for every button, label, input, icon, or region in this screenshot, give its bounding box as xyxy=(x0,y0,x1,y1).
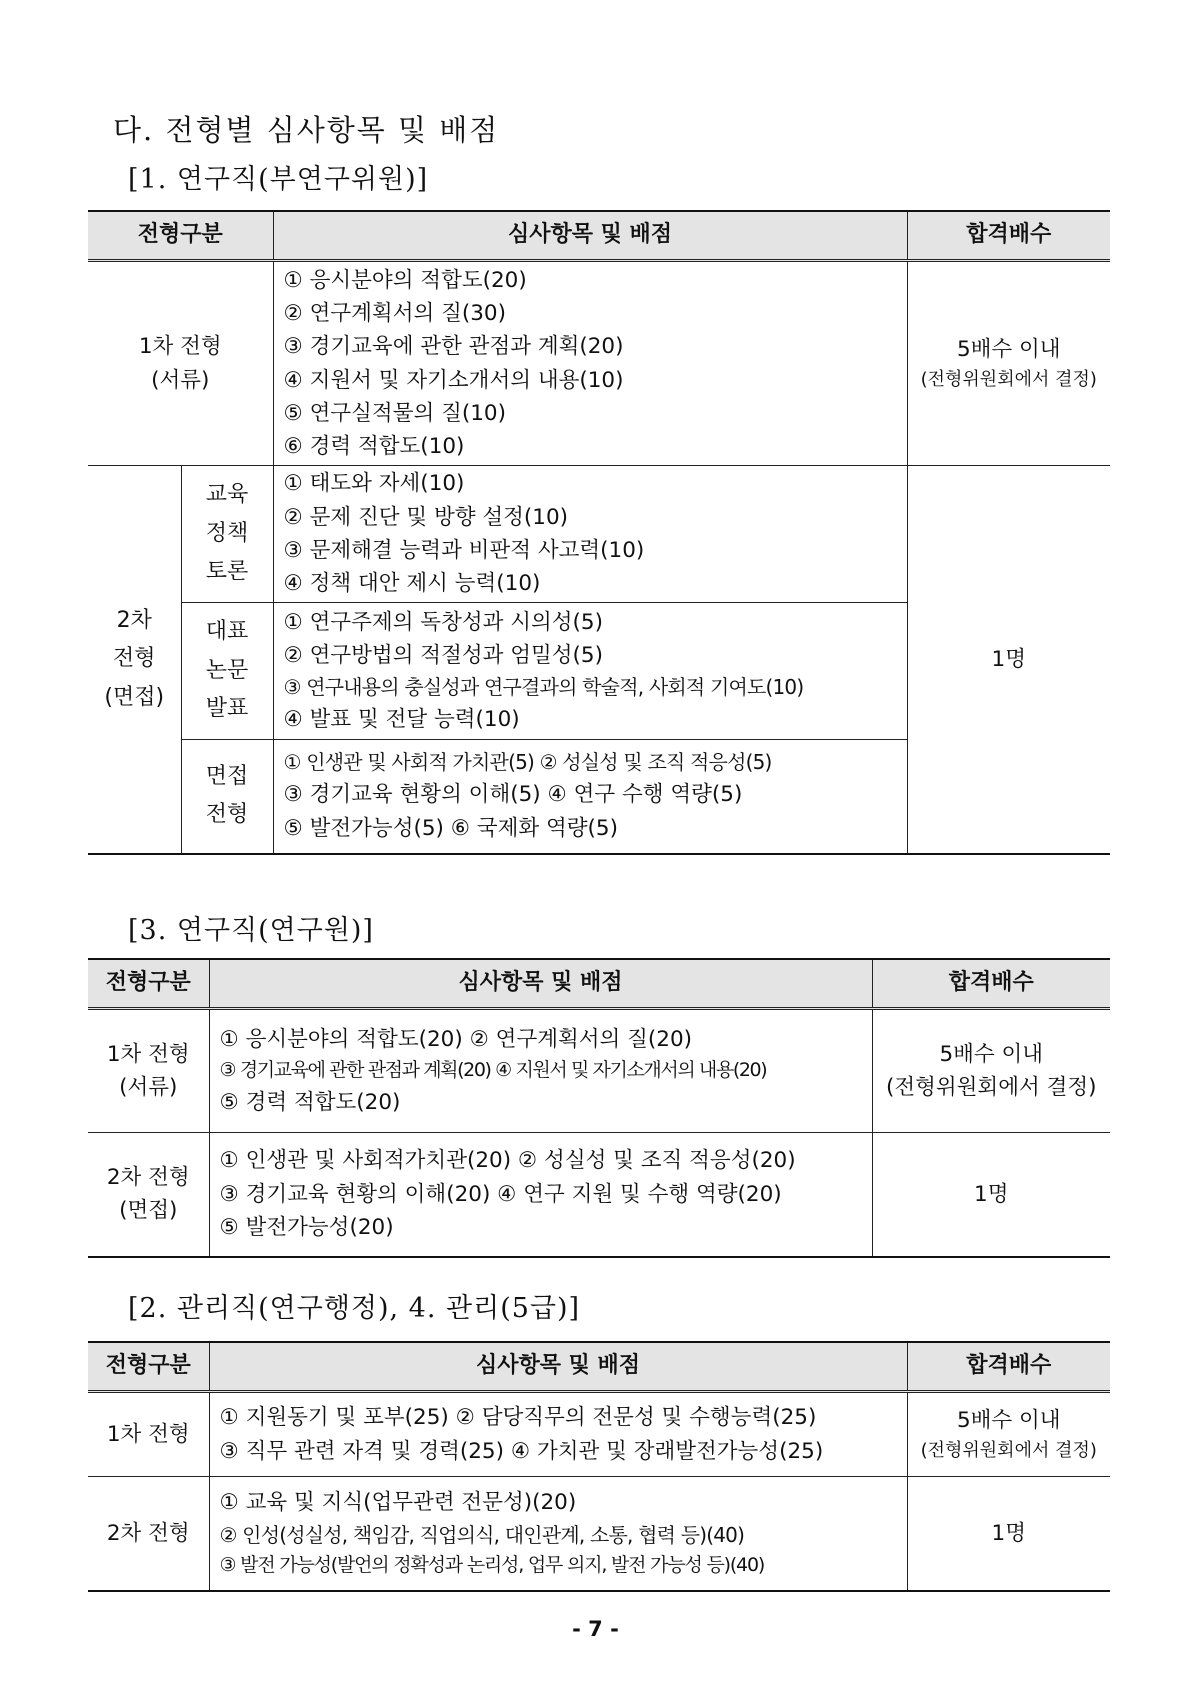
stage-label-line: 2차 xyxy=(116,607,152,633)
header-pass-ratio: 합격배수 xyxy=(872,959,1110,1009)
sub-stage-label-line: 토론 xyxy=(205,559,249,585)
criteria-item: ⑤ 연구실적물의 질(10) xyxy=(283,400,506,426)
table-header-row xyxy=(88,1342,1110,1392)
pass-ratio xyxy=(872,1009,1110,1133)
criteria-item: ③ 경기교육 현황의 이해(20) ④ 연구 지원 및 수행 역량(20) xyxy=(219,1181,782,1207)
pass-ratio: 1명 xyxy=(872,1133,1110,1257)
stage-label-line: (서류) xyxy=(119,1075,178,1100)
stage-label xyxy=(88,466,181,854)
table-header-row xyxy=(88,959,1110,1009)
header-stage: 전형구분 xyxy=(88,959,209,1009)
criteria-item: ② 연구계획서의 질(30) xyxy=(283,300,506,326)
criteria-item: ① 응시분야의 적합도(20) xyxy=(283,267,527,293)
page-heading: 다. 전형별 심사항목 및 배점 xyxy=(113,113,500,147)
stage-label-line: 2차 전형 xyxy=(106,1164,190,1190)
sub-stage-label-line: 발표 xyxy=(205,696,249,722)
criteria-item: ① 지원동기 및 포부(25) ② 담당직무의 전문성 및 수행능력(25) xyxy=(219,1405,817,1431)
criteria-list xyxy=(209,1477,907,1591)
header-criteria: 심사항목 및 배점 xyxy=(209,1342,907,1392)
pass-ratio: 1명 xyxy=(907,466,1110,854)
table-row xyxy=(88,1392,1110,1477)
criteria-item: ④ 발표 및 전달 능력(10) xyxy=(283,707,520,733)
pass-ratio-main: 5배수 이내 xyxy=(956,336,1061,362)
sub-stage-label-line: 정책 xyxy=(205,520,249,546)
pass-ratio-main: 5배수 이내 xyxy=(939,1041,1044,1067)
section-title-researcher: [3. 연구직(연구원)] xyxy=(128,915,374,946)
header-pass-ratio: 합격배수 xyxy=(907,1342,1110,1392)
pass-ratio: 1명 xyxy=(907,1477,1110,1591)
sub-stage-label-line: 교육 xyxy=(205,482,249,508)
sub-stage-label-line: 전형 xyxy=(205,802,249,828)
stage-label xyxy=(88,261,273,466)
criteria-item: ① 태도와 자세(10) xyxy=(283,471,465,497)
header-criteria: 심사항목 및 배점 xyxy=(209,959,872,1009)
sub-stage-label xyxy=(181,603,273,740)
sub-stage-label xyxy=(181,466,273,603)
section-title-admin: [2. 관리직(연구행정), 4. 관리(5급)] xyxy=(128,1293,581,1324)
pass-ratio xyxy=(907,261,1110,466)
table-associate-researcher xyxy=(88,210,1110,855)
criteria-item: ① 연구주제의 독창성과 시의성(5) xyxy=(283,609,603,635)
stage-label-line: (면접) xyxy=(119,1198,178,1224)
sub-stage-label-line: 면접 xyxy=(205,763,249,789)
criteria-item: ④ 지원서 및 자기소개서의 내용(10) xyxy=(283,367,624,393)
criteria-item: ④ 정책 대안 제시 능력(10) xyxy=(283,571,541,597)
sub-stage-label-line: 대표 xyxy=(205,619,249,645)
table-row xyxy=(88,1133,1110,1257)
header-stage: 전형구분 xyxy=(88,211,273,261)
stage-label xyxy=(88,1009,209,1133)
criteria-list xyxy=(209,1009,872,1133)
header-criteria: 심사항목 및 배점 xyxy=(273,211,907,261)
pass-ratio-note: (전형위원회에서 결정) xyxy=(920,369,1097,391)
criteria-item: ③ 경기교육에 관한 관점과 계획(20) ④ 지원서 및 자기소개서의 내용(20) xyxy=(219,1059,767,1082)
stage-label-line: (면접) xyxy=(104,684,165,710)
criteria-item: ⑤ 발전가능성(5) ⑥ 국제화 역량(5) xyxy=(283,815,619,841)
table-row xyxy=(88,261,1110,466)
sub-stage-label xyxy=(181,740,273,854)
criteria-item: ① 응시분야의 적합도(20) ② 연구계획서의 질(20) xyxy=(219,1026,693,1052)
criteria-item: ③ 문제해결 능력과 비판적 사고력(10) xyxy=(283,538,645,563)
criteria-list xyxy=(273,261,907,466)
criteria-item: ② 인성(성실성, 책임감, 직업의식, 대인관계, 소통, 협력 등)(40) xyxy=(219,1522,745,1547)
pass-ratio-note: (전형위원회에서 결정) xyxy=(920,1440,1097,1462)
header-stage: 전형구분 xyxy=(88,1342,209,1392)
criteria-list xyxy=(273,740,907,854)
criteria-item: ③ 경기교육에 관한 관점과 계획(20) xyxy=(283,334,624,360)
criteria-item: ③ 경기교육 현황의 이해(5) ④ 연구 수행 역량(5) xyxy=(283,782,743,808)
stage-label-line: 1차 전형 xyxy=(106,1041,190,1067)
stage-label-line: 1차 전형 xyxy=(138,334,222,360)
criteria-item: ① 교육 및 지식(업무관련 전문성)(20) xyxy=(219,1490,577,1516)
criteria-item: ⑤ 경력 적합도(20) xyxy=(219,1089,401,1115)
table-researcher xyxy=(88,958,1110,1258)
criteria-list xyxy=(273,603,907,740)
table-row xyxy=(88,1477,1110,1591)
stage-label-line: (서류) xyxy=(151,367,210,393)
pass-ratio-note: (전형위원회에서 결정) xyxy=(885,1075,1097,1100)
criteria-item: ③ 발전 가능성(발언의 정확성과 논리성, 업무 의지, 발전 가능성 등)(40) xyxy=(219,1553,765,1576)
stage-label xyxy=(88,1133,209,1257)
criteria-list xyxy=(209,1392,907,1477)
section-title-researcher-associate: [1. 연구직(부연구위원)] xyxy=(128,164,429,195)
criteria-item: ② 문제 진단 및 방향 설정(10) xyxy=(283,504,569,530)
criteria-list xyxy=(209,1133,872,1257)
header-pass-ratio: 합격배수 xyxy=(907,211,1110,261)
table-row xyxy=(88,466,1110,603)
criteria-item: ① 인생관 및 사회적가치관(20) ② 성실성 및 조직 적응성(20) xyxy=(219,1148,796,1174)
criteria-item: ① 인생관 및 사회적 가치관(5) ② 성실성 및 조직 적응성(5) xyxy=(283,750,772,775)
criteria-item: ⑥ 경력 적합도(10) xyxy=(283,434,465,460)
sub-stage-label-line: 논문 xyxy=(205,657,249,683)
table-header-row xyxy=(88,211,1110,261)
table-admin xyxy=(88,1341,1110,1592)
criteria-item: ② 연구방법의 적절성과 엄밀성(5) xyxy=(283,642,603,668)
stage-label-line: 전형 xyxy=(112,646,156,671)
stage-label: 2차 전형 xyxy=(88,1477,209,1591)
table-row xyxy=(88,1009,1110,1133)
pass-ratio xyxy=(907,1392,1110,1477)
criteria-item: ⑤ 발전가능성(20) xyxy=(219,1214,394,1240)
stage-label: 1차 전형 xyxy=(88,1392,209,1477)
criteria-item: ③ 연구내용의 충실성과 연구결과의 학술적, 사회적 기여도(10) xyxy=(283,675,804,700)
criteria-list xyxy=(273,466,907,603)
page-number: - 7 - xyxy=(572,1617,619,1641)
criteria-item: ③ 직무 관련 자격 및 경력(25) ④ 가치관 및 장래발전가능성(25) xyxy=(219,1438,824,1464)
pass-ratio-main: 5배수 이내 xyxy=(956,1407,1061,1433)
